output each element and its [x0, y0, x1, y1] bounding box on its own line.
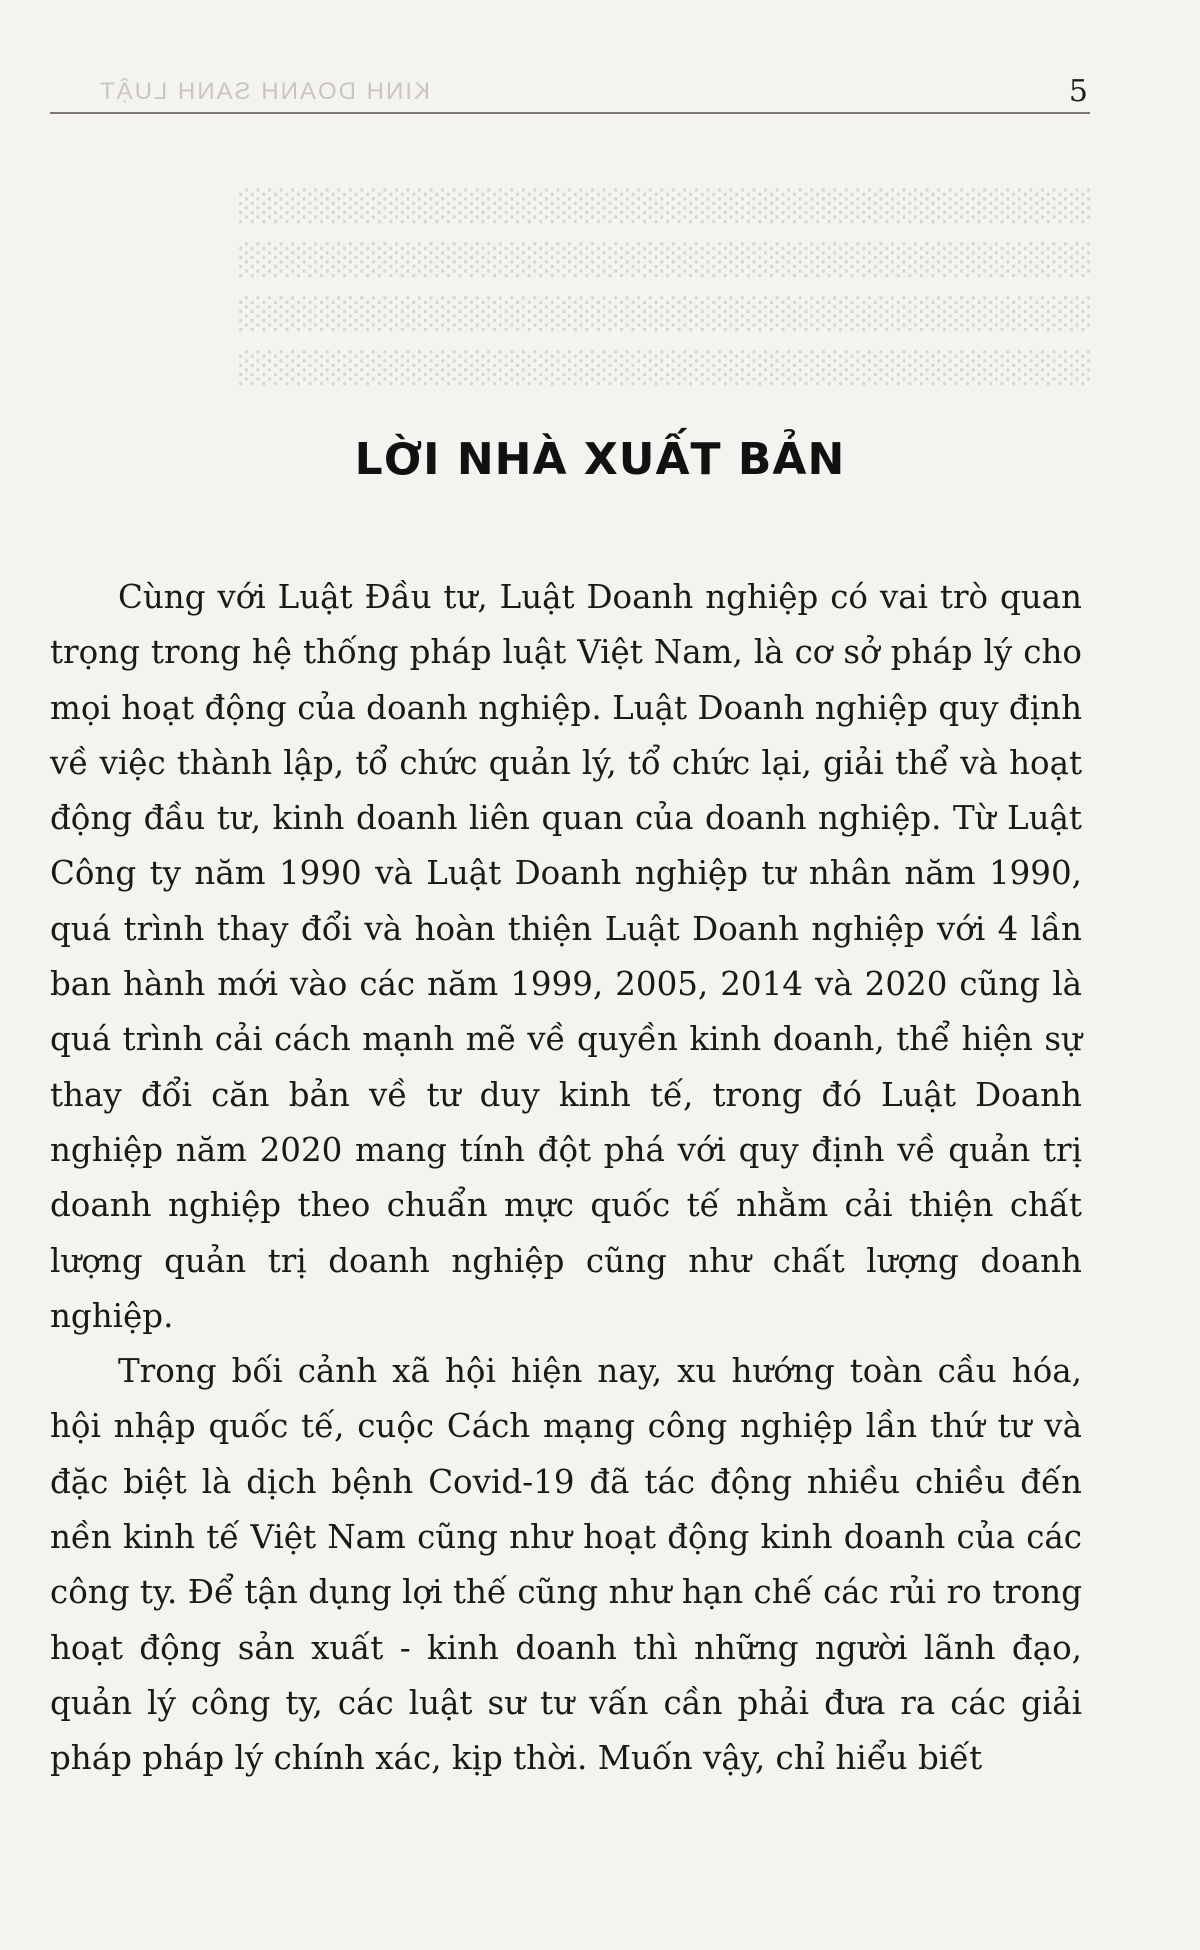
paragraph-1: Cùng với Luật Đầu tư, Luật Doanh nghiệp có vai trò quan trọng trong hệ thống pháp luật Việt Nam, là cơ sở pháp lý cho mọi hoạt động của doanh nghiệp. Luật Doanh nghiệp quy định về việc thành lập, tổ chức quản lý, tổ chức lại, giải thể và hoạt động đầu tư, kinh doanh liên quan của doanh nghiệp. Từ Luật Công ty năm 1990 và Luật Doanh nghiệp tư nhân năm 1990, quá trình thay đổi và hoàn thiện Luật Doanh nghiệp với 4 lần ban hành mới vào các năm 1999, 2005, 2014 và 2020 cũng là quá trình cải cách mạnh mẽ về quyền kinh doanh, thể hiện sự thay đổi căn bản về tư duy kinh tế, trong đó Luật Doanh nghiệp năm 2020 mang tính đột phá với quy định về quản trị doanh nghiệp theo chuẩn mực quốc tế nhằm cải thiện chất lượng quản trị doanh nghiệp cũng như chất lượng doanh nghiệp.: [50, 578, 1082, 1335]
header-rule: [50, 112, 1090, 114]
page-title: LỜI NHÀ XUẤT BẢN: [354, 434, 846, 486]
show-through-text: ░░░░░░░░░░░░░░░░░░░░░░░░░░░░░░░░░░░░░ ░░░░░░░░░░░░░░░░░░░░░░░░░░░░░░░░░░░░░ ░░░░░░░░░░░░░░░░░░░░░░░░░░░░░░░░░░░░░ ░░░░░░░░░░░░░░░░░░░░░░░░░░░░░░░░░░░░░: [236, 189, 1090, 386]
running-title-mirrored: KINH DOANH SANH LUẬT: [97, 78, 430, 105]
paragraph-2: Trong bối cảnh xã hội hiện nay, xu hướng toàn cầu hóa, hội nhập quốc tế, cuộc Cách mạng công nghiệp lần thứ tư và đặc biệt là dịch bệnh Covid-19 đã tác động nhiều chiều đến nền kinh tế Việt Nam cũng như hoạt động kinh doanh của các công ty. Để tận dụng lợi thế cũng như hạn chế các rủi ro trong hoạt động sản xuất - kinh doanh thì những người lãnh đạo, quản lý công ty, các luật sư tư vấn cần phải đưa ra các giải pháp pháp lý chính xác, kịp thời. Muốn vậy, chỉ hiểu biết: [50, 1352, 1082, 1778]
page-number: 5: [1068, 74, 1088, 109]
body-text: [50, 570, 1082, 1787]
running-header: [50, 70, 1090, 114]
